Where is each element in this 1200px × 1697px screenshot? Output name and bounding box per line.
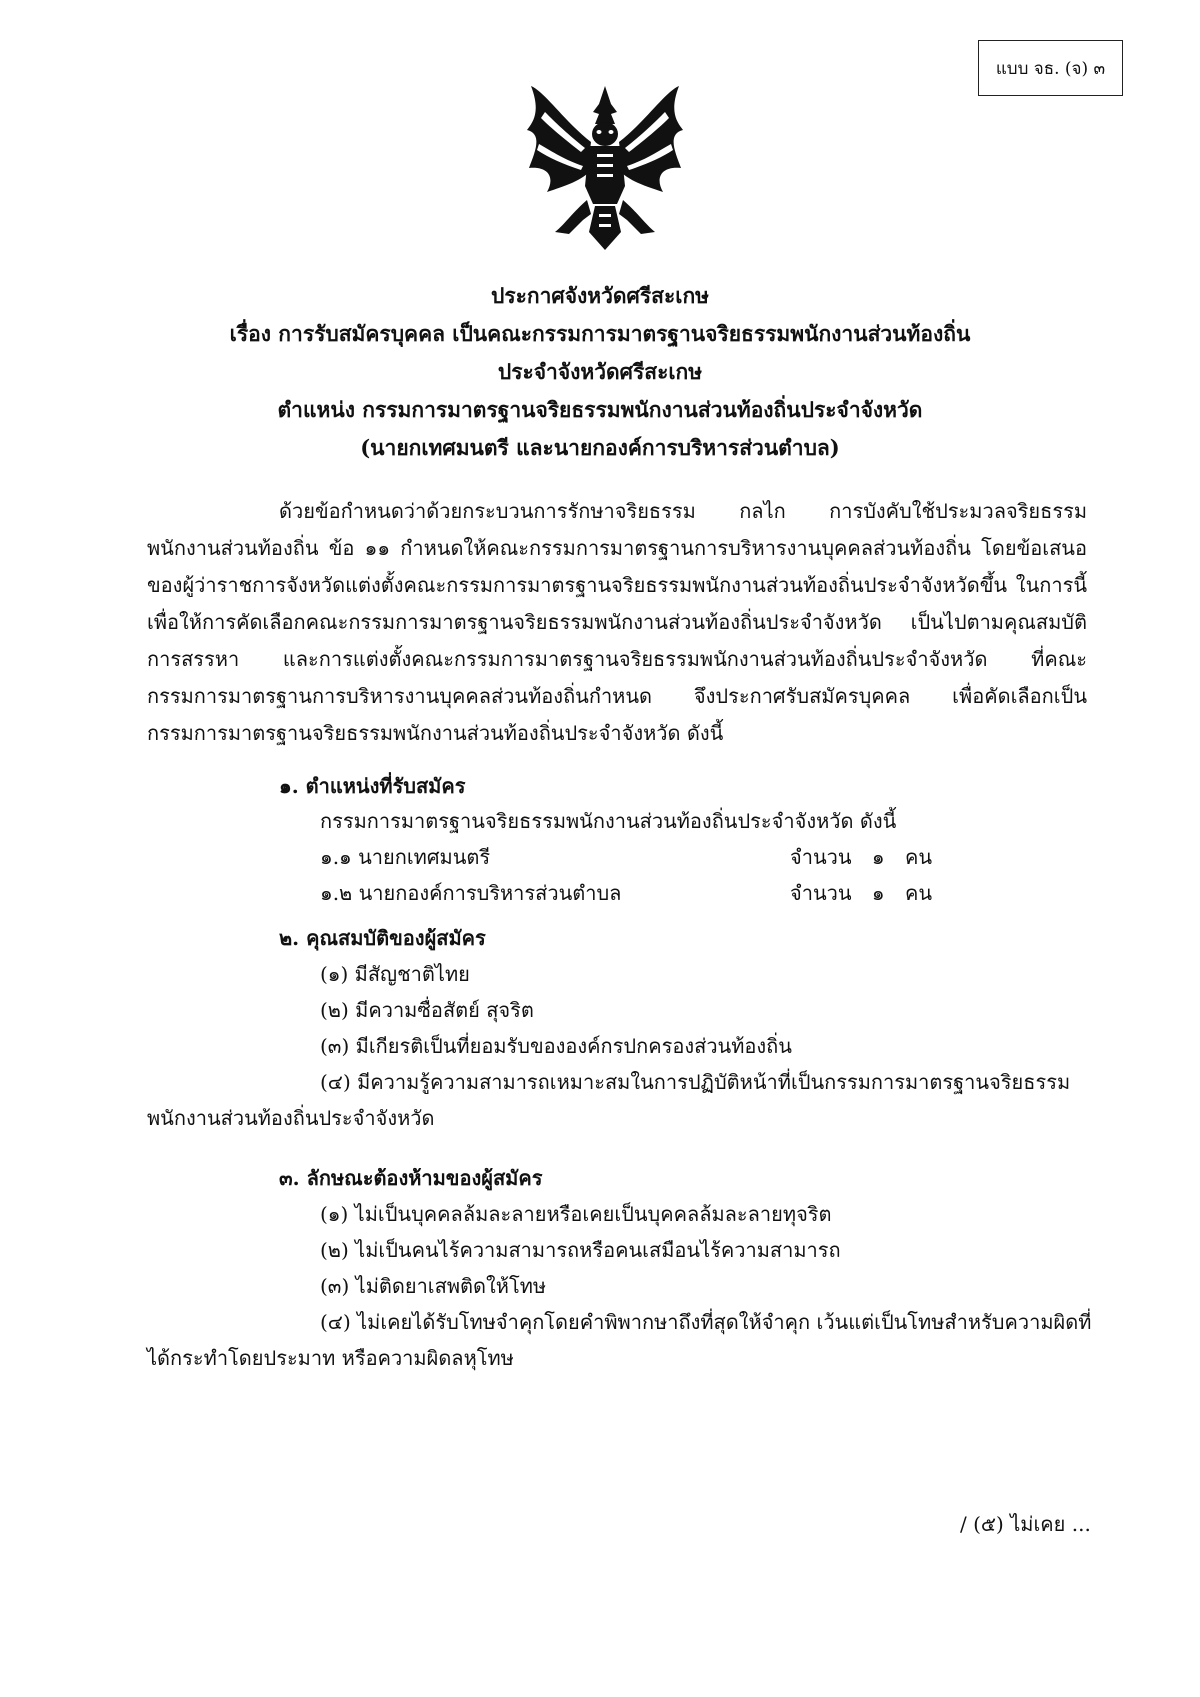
section2-item: (๓) มีเกียรติเป็นที่ยอมรับขององค์กรปกครองส่วนท้องถิ่น [320,1034,792,1058]
count-word: จำนวน [790,881,852,905]
section3-item: (๓) ไม่ติดยาเสพติดให้โทษ [320,1274,547,1298]
section3-heading: ๓. ลักษณะต้องห้ามของผู้สมัคร [279,1166,543,1190]
intro-paragraph [147,493,1087,752]
section2-item-4-continued: พนักงานส่วนท้องถิ่นประจำจังหวัด [147,1106,435,1130]
section2-heading: ๒. คุณสมบัติของผู้สมัคร [279,926,486,950]
count-value: ๑ [871,881,885,905]
count-value: ๑ [871,845,885,869]
garuda-emblem-icon [525,82,685,252]
continuation-note: / (๕) ไม่เคย ... [960,1512,1091,1536]
count-unit: คน [904,845,933,869]
announcement-title: ประกาศจังหวัดศรีสะเกษ [491,283,709,308]
section3-item: (๑) ไม่เป็นบุคคลล้มละลายหรือเคยเป็นบุคคลล้มละลายทุจริต [320,1202,832,1226]
section1-heading: ๑. ตำแหน่งที่รับสมัคร [279,774,466,798]
announcement-position-detail: (นายกเทศมนตรี และนายกองค์การบริหารส่วนตำบล) [360,435,840,460]
form-code-text: แบบ จธ. (จ) ๓ [995,58,1106,79]
section1-item-label: ๑.๒ นายกองค์การบริหารส่วนตำบล [320,881,622,905]
section2-item-4: (๔) มีความรู้ความสามารถเหมาะสมในการปฏิบัติหน้าที่เป็นกรรมการมาตรฐานจริยธรรม [320,1070,1071,1094]
count-word: จำนวน [790,845,852,869]
count-unit: คน [904,881,933,905]
section1-item-label: ๑.๑ นายกเทศมนตรี [320,845,491,869]
section3-item-4-continued: ได้กระทำโดยประมาท หรือความผิดลหุโทษ [147,1346,514,1370]
section1-item-count [790,877,932,909]
section1-subtitle: กรรมการมาตรฐานจริยธรรมพนักงานส่วนท้องถิ่นประจำจังหวัด ดังนี้ [320,809,897,833]
form-code-box [978,40,1123,96]
intro-text: ด้วยข้อกำหนดว่าด้วยกระบวนการรักษาจริยธรรม กลไก การบังคับใช้ประมวลจริยธรรม พนักงานส่วนท้องถิ่น ข้อ ๑๑ กำหนดให้คณะกรรมการมาตรฐานการบริหารงานบุคคลส่วนท้องถิ่น โดยข้อเสนอของผู้ว่าราชการจังหวัดแต่งตั้งคณะกรรมการมาตรฐานจริยธรรมพนักงานส่วนท้องถิ่นประจำจังหวัดขึ้น ในการนี้ เพื่อให้การคัดเลือกคณะกรรมการมาตรฐานจริยธรรมพนักงานส่วนท้องถิ่นประจำจังหวัด เป็นไปตามคุณสมบัติ การสรรหา และการแต่งตั้งคณะกรรมการมาตรฐานจริยธรรมพนักงานส่วนท้องถิ่นประจำจังหวัด ที่คณะกรรมการมาตรฐานการบริหารงานบุคคลส่วนท้องถิ่นกำหนด จึงประกาศรับสมัครบุคคล เพื่อคัดเลือกเป็นกรรมการมาตรฐานจริยธรรมพนักงานส่วนท้องถิ่นประจำจังหวัด ดังนี้ [147,499,1087,745]
section3-item: (๒) ไม่เป็นคนไร้ความสามารถหรือคนเสมือนไร้ความสามารถ [320,1238,841,1262]
section2-item: (๒) มีความซื่อสัตย์ สุจริต [320,998,534,1022]
announcement-province: ประจำจังหวัดศรีสะเกษ [497,359,703,384]
section3-item-4: (๔) ไม่เคยได้รับโทษจำคุกโดยคำพิพากษาถึงที่สุดให้จำคุก เว้นแต่เป็นโทษสำหรับความผิดที่ [320,1310,1092,1334]
section1-item-count [790,841,932,873]
section2-item: (๑) มีสัญชาติไทย [320,962,470,986]
announcement-position: ตำแหน่ง กรรมการมาตรฐานจริยธรรมพนักงานส่วนท้องถิ่นประจำจังหวัด [277,397,923,422]
announcement-subject: เรื่อง การรับสมัครบุคคล เป็นคณะกรรมการมาตรฐานจริยธรรมพนักงานส่วนท้องถิ่น [229,321,971,346]
